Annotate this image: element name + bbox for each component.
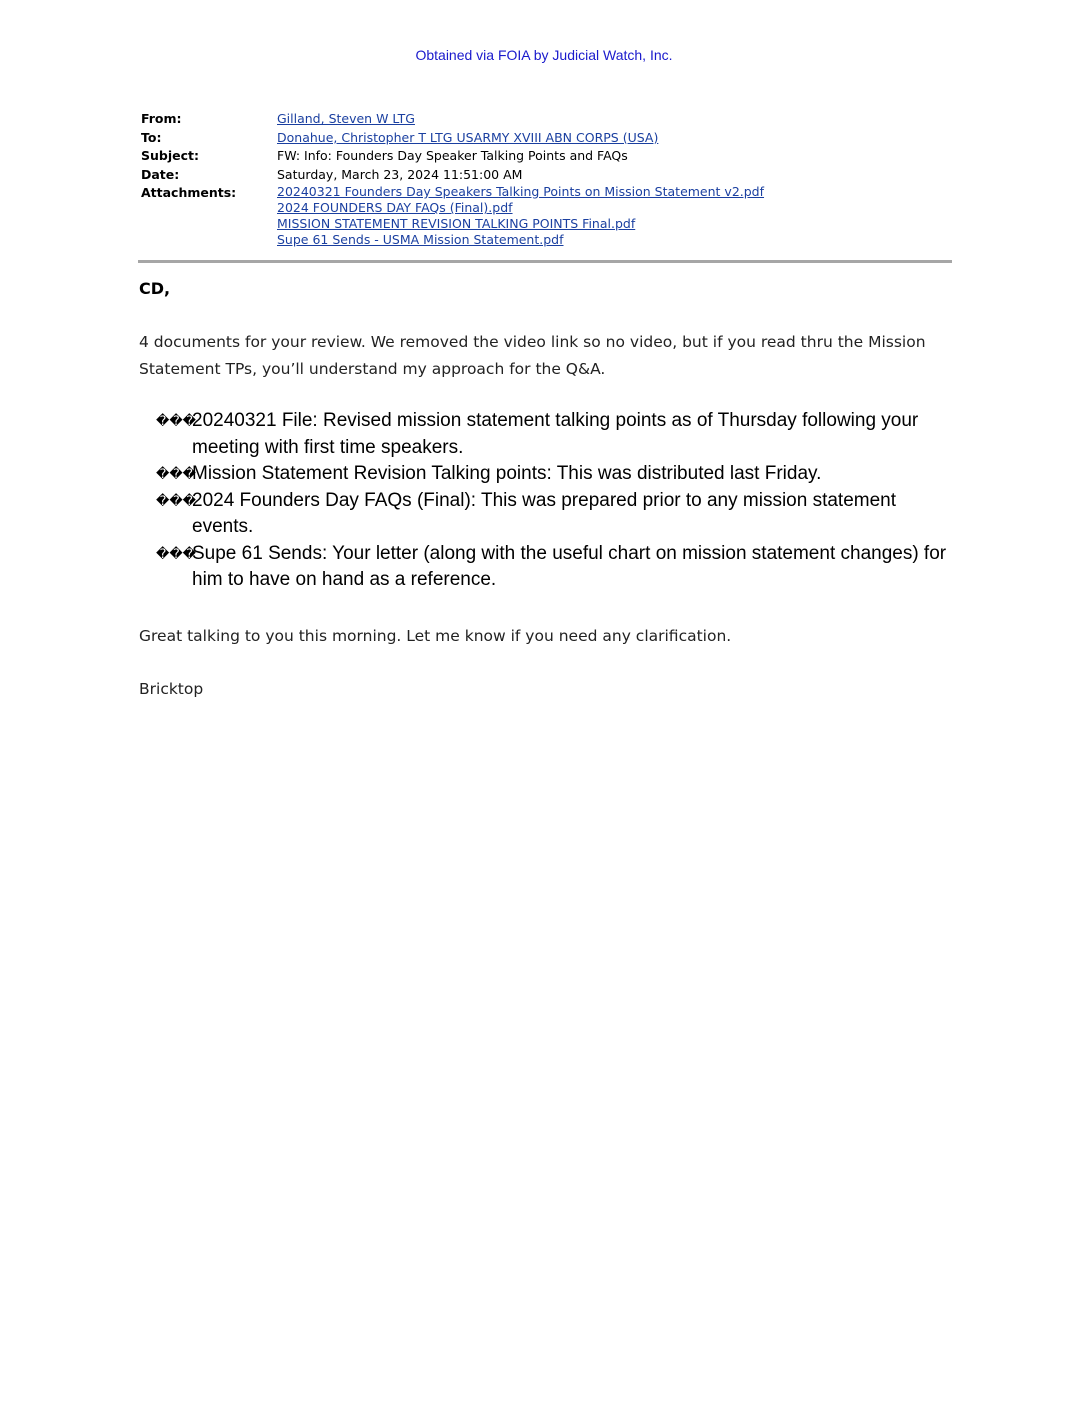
attachment-link[interactable]: 20240321 Founders Day Speakers Talking Points on Mission Statement v2.pdf bbox=[277, 184, 765, 199]
header-to-row bbox=[141, 129, 764, 148]
header-subject-row bbox=[141, 147, 764, 166]
signature: Bricktop bbox=[139, 680, 204, 698]
date-label: Date: bbox=[141, 166, 180, 182]
greeting: CD, bbox=[139, 279, 171, 298]
header-divider bbox=[138, 260, 952, 263]
attachment-link[interactable]: 2024 FOUNDERS DAY FAQs (Final).pdf bbox=[277, 200, 513, 215]
closing-paragraph: Great talking to you this morning. Let me know if you need any clarification. bbox=[139, 627, 732, 645]
email-headers bbox=[141, 110, 764, 248]
bullet-marker-icon: ��� bbox=[156, 413, 196, 428]
list-item-text: Mission Statement Revision Talking points: This was distributed last Friday. bbox=[192, 463, 822, 484]
list-item-text: 20240321 File: Revised mission statement talking points as of Thursday following your meeting with first time speakers. bbox=[192, 410, 919, 458]
attachment-summary-list bbox=[156, 408, 956, 594]
attachments-label: Attachments: bbox=[141, 185, 237, 200]
subject-label: Subject: bbox=[141, 148, 199, 163]
list-item bbox=[156, 461, 956, 488]
bullet-marker-icon: ��� bbox=[156, 492, 196, 508]
list-item bbox=[156, 408, 956, 461]
foia-notice: Obtained via FOIA by Judicial Watch, Inc. bbox=[415, 47, 673, 63]
to-label: To: bbox=[141, 129, 162, 145]
header-from-row bbox=[141, 110, 764, 129]
list-item-text: 2024 Founders Day FAQs (Final): This was prepared prior to any mission statement events. bbox=[192, 489, 897, 537]
attachment-link[interactable]: Supe 61 Sends - USMA Mission Statement.pdf bbox=[277, 232, 564, 247]
intro-paragraph: 4 documents for your review. We removed the video link so no video, but if you read thru the Mission Statement TPs, you’ll understand my approach for the Q&A. bbox=[139, 333, 926, 378]
list-item bbox=[156, 488, 956, 541]
attachments-list bbox=[277, 184, 764, 248]
from-link[interactable]: Gilland, Steven W LTG bbox=[277, 111, 415, 126]
to-link[interactable]: Donahue, Christopher T LTG USARMY XVIII ABN CORPS (USA) bbox=[277, 129, 659, 145]
date-value: Saturday, March 23, 2024 11:51:00 AM bbox=[277, 166, 523, 182]
subject-value: FW: Info: Founders Day Speaker Talking Points and FAQs bbox=[277, 148, 628, 163]
attachment-link[interactable]: MISSION STATEMENT REVISION TALKING POINTS Final.pdf bbox=[277, 216, 636, 231]
list-item bbox=[156, 541, 956, 594]
from-label: From: bbox=[141, 111, 182, 126]
header-attachments-row bbox=[141, 184, 764, 248]
list-item-text: Supe 61 Sends: Your letter (along with the useful chart on mission statement changes) for him to have on hand as a reference. bbox=[192, 542, 947, 590]
bullet-marker-icon: ��� bbox=[156, 545, 196, 561]
bullet-marker-icon: ��� bbox=[156, 466, 196, 481]
header-date-row bbox=[141, 166, 764, 185]
